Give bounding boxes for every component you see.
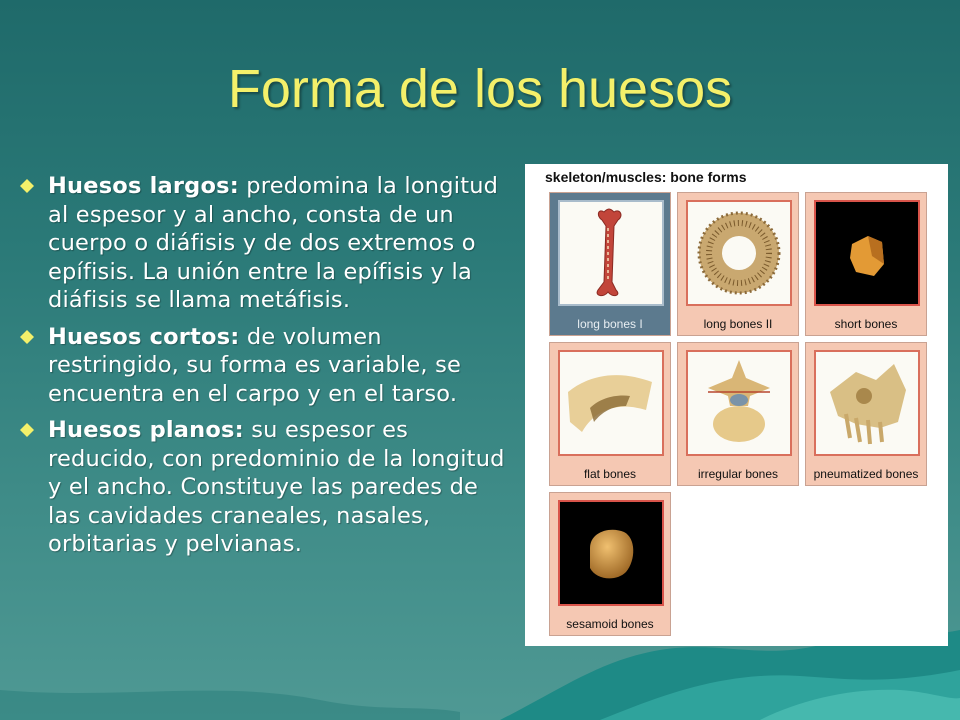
diamond-bullet-icon (20, 423, 34, 437)
bullet-list (18, 172, 510, 567)
tile-short-bones[interactable] (805, 192, 927, 336)
bullet-huesos-planos (18, 416, 510, 559)
long-bone-icon (560, 202, 662, 304)
bone-cross-section-icon (688, 202, 790, 304)
bullet-term: Huesos cortos: (48, 323, 240, 350)
tile-label: irregular bones (697, 467, 779, 481)
tile-flat-bones[interactable] (549, 342, 671, 486)
bullet-huesos-largos (18, 172, 510, 315)
tile-label: short bones (834, 317, 898, 331)
diamond-bullet-icon (20, 179, 34, 193)
bullet-huesos-cortos (18, 323, 510, 409)
flat-bone-icon (560, 352, 662, 454)
figure-title: skeleton/muscles: bone forms (545, 169, 747, 185)
bullet-text: de volumen restringido, su forma es variable, se encuentra en el carpo y en el tarso. (48, 323, 462, 407)
bullet-text: predomina la longitud al espesor y al ancho, consta de un cuerpo o diáfisis y de dos extremos o epífisis. La unión entre la epífisis y la diáfisis se llama metáfisis. (48, 173, 499, 313)
tile-irregular-bones[interactable] (677, 342, 799, 486)
bone-forms-figure (525, 164, 948, 646)
slide-title: Forma de los huesos (227, 59, 733, 119)
diamond-bullet-icon (20, 330, 34, 344)
tile-label: flat bones (583, 467, 637, 481)
vertebra-icon (688, 352, 790, 454)
pneumatized-bone-icon (816, 352, 918, 454)
tile-pneumatized-bones[interactable] (805, 342, 927, 486)
tile-label: long bones II (703, 317, 773, 331)
tile-label: pneumatized bones (813, 467, 919, 481)
tile-label: sesamoid bones (566, 617, 654, 631)
tile-label: long bones I (577, 317, 643, 331)
bullet-term: Huesos planos: (48, 417, 244, 443)
sesamoid-bone-icon (560, 502, 662, 604)
bullet-term: Huesos largos: (48, 173, 239, 199)
tile-sesamoid-bones[interactable] (549, 492, 671, 636)
short-bone-icon (816, 202, 918, 304)
tile-long-bones-2[interactable] (677, 192, 799, 336)
tile-long-bones-1[interactable] (549, 192, 671, 336)
bullet-text: su espesor es reducido, con predominio de la longitud y el ancho. Constituye las paredes de las cavidades craneales, nasales, orbitarias y pelvianas. (48, 417, 505, 557)
